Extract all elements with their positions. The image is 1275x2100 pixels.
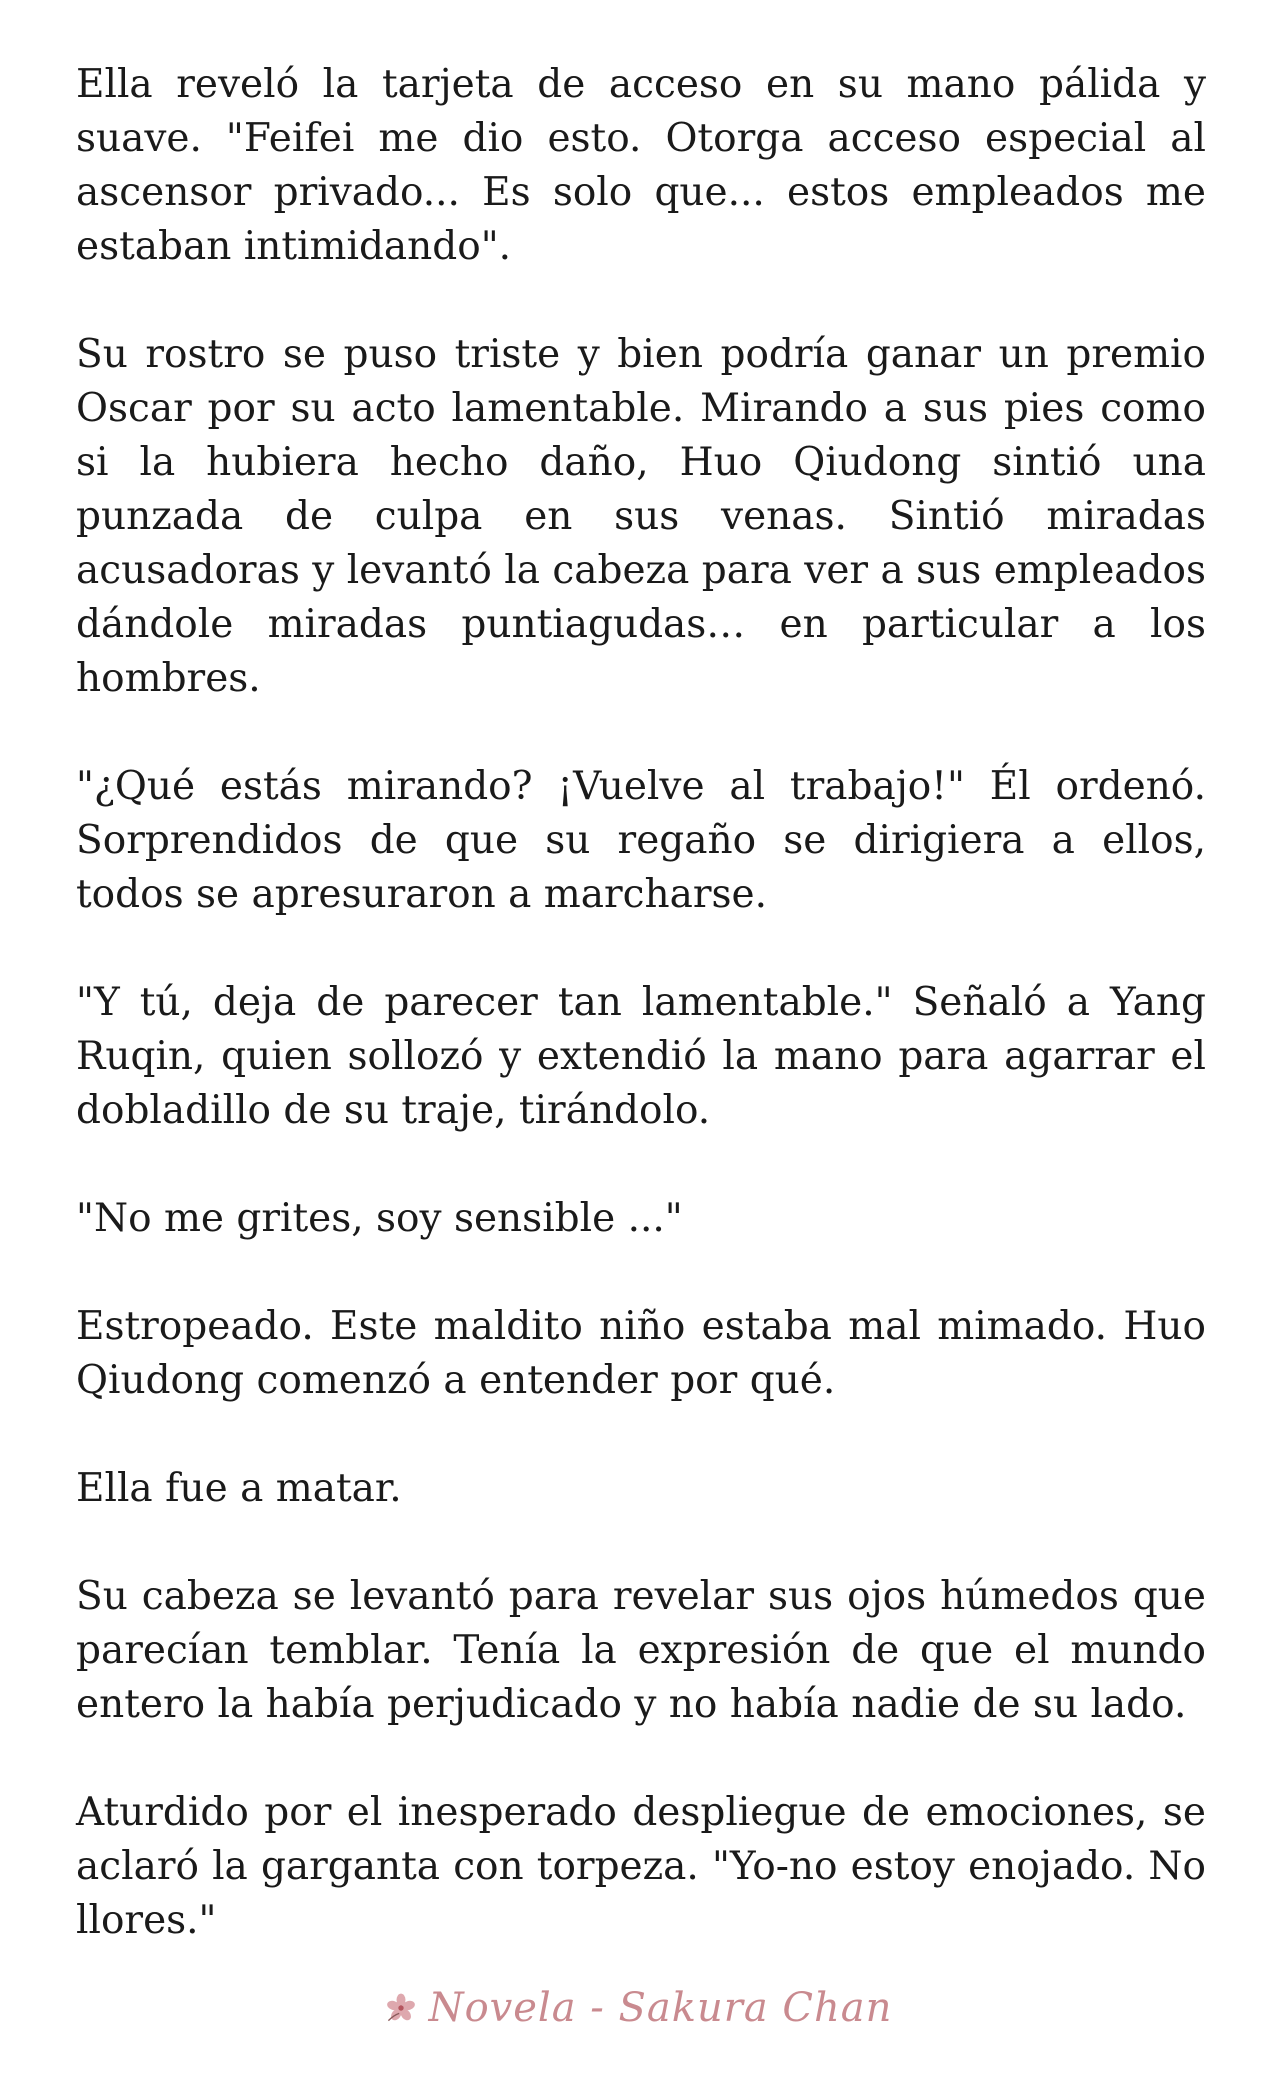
paragraph-3: "¿Qué estás mirando? ¡Vuelve al trabajo!" Él ordenó. Sorprendidos de que su regaño se dirigiera a ellos, todos se apresuraron a marcharse. [76, 764, 1206, 917]
paragraph-8: Su cabeza se levantó para revelar sus ojos húmedos que parecían temblar. Tenía la expresión de que el mundo entero la había perjudicado y no había nadie de su lado. [76, 1574, 1206, 1727]
paragraph-6: Estropeado. Este maldito niño estaba mal mimado. Huo Qiudong comenzó a entender por qué. [76, 1304, 1206, 1403]
paragraph-9: Aturdido por el inesperado despliegue de emociones, se aclaró la garganta con torpeza. "Yo-no estoy enojado. No llores." [76, 1790, 1206, 1943]
watermark [0, 1985, 1275, 2031]
sakura-flower-icon [383, 1990, 419, 2026]
paragraph-1: Ella reveló la tarjeta de acceso en su mano pálida y suave. "Feifei me dio esto. Otorga acceso especial al ascensor privado... Es solo que... estos empleados me estaban intimidando". [76, 62, 1206, 269]
paragraph-5: "No me grites, soy sensible ..." [76, 1196, 683, 1241]
document-body [76, 58, 1206, 2002]
paragraph-4: "Y tú, deja de parecer tan lamentable." Señaló a Yang Ruqin, quien sollozó y extendió la mano para agarrar el dobladillo de su traje, tirándolo. [76, 980, 1206, 1133]
paragraph-7: Ella fue a matar. [76, 1466, 402, 1511]
watermark-text: Novela - Sakura Chan [428, 1985, 893, 2031]
paragraph-2: Su rostro se puso triste y bien podría ganar un premio Oscar por su acto lamentable. Mirando a sus pies como si la hubiera hecho daño, Huo Qiudong sintió una punzada de culpa en sus venas. Sintió miradas acusadoras y levantó la cabeza para ver a sus empleados dándole miradas puntiagudas… en particular a los hombres. [76, 332, 1206, 701]
